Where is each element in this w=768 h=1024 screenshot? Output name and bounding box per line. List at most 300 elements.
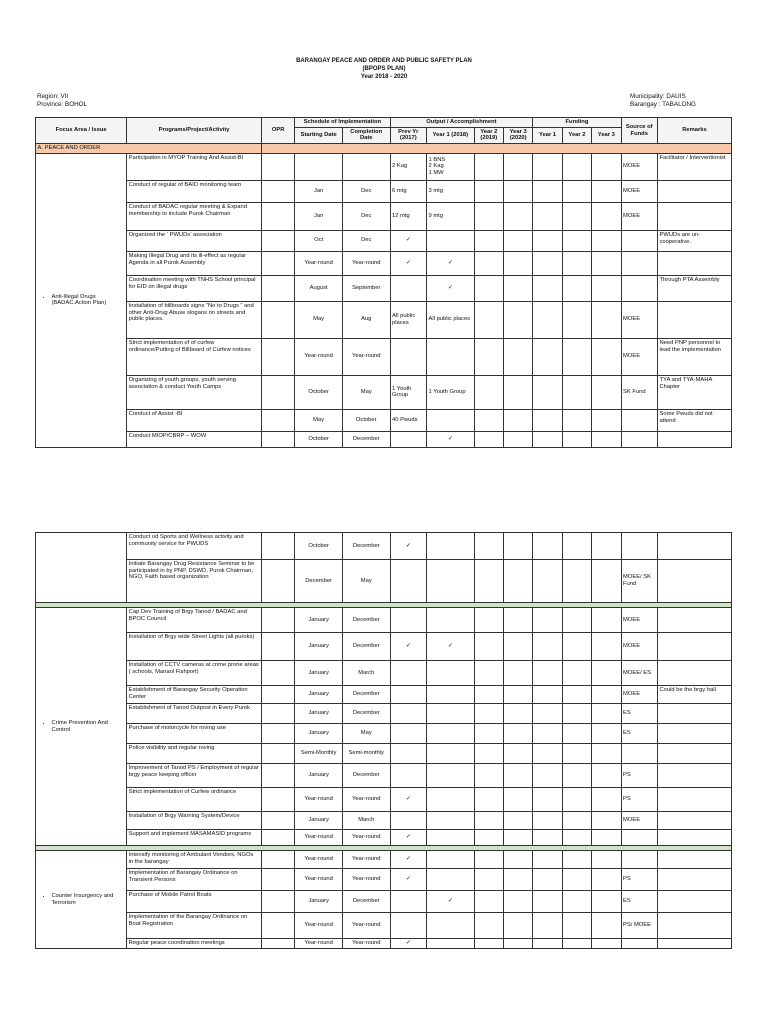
fund-year-1-cell xyxy=(533,633,562,661)
year-3-cell xyxy=(504,704,533,724)
table-row xyxy=(36,301,732,338)
table-row xyxy=(36,533,732,560)
completion-date-cell: Year-round xyxy=(342,788,390,812)
year-3-cell xyxy=(504,788,533,812)
prev-year-cell: ✓ xyxy=(390,633,426,661)
remarks-cell xyxy=(657,913,731,939)
fund-year-1-cell xyxy=(533,230,562,251)
col-completion: Completion Date xyxy=(342,127,390,143)
opr-cell xyxy=(261,560,294,603)
year-3-cell xyxy=(504,409,533,431)
start-date-cell: Oct xyxy=(295,230,343,251)
year-3-cell xyxy=(504,851,533,869)
source-of-funds-cell xyxy=(621,830,657,846)
year-2-cell xyxy=(474,560,503,603)
plan-table-page-2 xyxy=(35,532,732,949)
plan-subtitle: (BPOPS PLAN) xyxy=(362,66,406,72)
fund-year-1-cell xyxy=(533,812,562,830)
opr-cell xyxy=(261,431,294,447)
fund-year-2-cell xyxy=(562,275,591,301)
source-of-funds-cell xyxy=(621,851,657,869)
year-2-cell xyxy=(474,704,503,724)
year-3-cell xyxy=(504,533,533,560)
remarks-cell xyxy=(657,891,731,913)
year-1-cell xyxy=(427,744,475,764)
table-row xyxy=(36,409,732,431)
opr-cell xyxy=(261,533,294,560)
opr-cell xyxy=(261,338,294,375)
source-of-funds-cell: MOEE xyxy=(621,180,657,202)
start-date-cell: Year-round xyxy=(295,788,343,812)
start-date-cell: October xyxy=(295,431,343,447)
fund-year-3-cell xyxy=(592,939,621,949)
prev-year-cell: ✓ xyxy=(390,869,426,891)
col-fund-year-1: Year 1 xyxy=(533,127,562,143)
opr-cell xyxy=(261,830,294,846)
year-1-cell xyxy=(427,939,475,949)
fund-year-2-cell xyxy=(562,338,591,375)
prev-year-cell xyxy=(390,913,426,939)
remarks-cell xyxy=(657,764,731,788)
opr-cell xyxy=(261,764,294,788)
source-of-funds-cell xyxy=(621,431,657,447)
opr-cell xyxy=(261,375,294,409)
activity-cell: Installation of Brgy Warning System/Device xyxy=(127,812,262,830)
year-1-cell xyxy=(427,533,475,560)
prev-year-cell xyxy=(390,338,426,375)
prev-year-cell: 2 Kag xyxy=(390,153,426,180)
fund-year-3-cell xyxy=(592,830,621,846)
completion-date-cell: December xyxy=(342,891,390,913)
source-of-funds-cell: PS xyxy=(621,869,657,891)
opr-cell xyxy=(261,230,294,251)
col-year-2: Year 2 (2019) xyxy=(474,127,503,143)
year-1-cell: ✓ xyxy=(427,891,475,913)
table-row xyxy=(36,180,732,202)
plan-years: Year 2018 - 2020 xyxy=(360,74,408,80)
year-1-cell xyxy=(427,851,475,869)
fund-year-2-cell xyxy=(562,744,591,764)
year-2-cell xyxy=(474,409,503,431)
completion-date-cell: Dec xyxy=(342,230,390,251)
year-2-cell xyxy=(474,851,503,869)
fund-year-3-cell xyxy=(592,202,621,230)
completion-date-cell: May xyxy=(342,560,390,603)
region-label: Region: VII xyxy=(37,93,69,100)
col-year-1: Year 1 (2018) xyxy=(427,127,475,143)
activity-cell: Installation of Brgy wide Street Lights (all puroks) xyxy=(127,633,262,661)
start-date-cell: August xyxy=(295,275,343,301)
fund-year-2-cell xyxy=(562,764,591,788)
fund-year-3-cell xyxy=(592,375,621,409)
year-2-cell xyxy=(474,939,503,949)
activity-cell: Organizing of youth groups, youth serving association & conduct Youth Camps xyxy=(127,375,262,409)
fund-year-2-cell xyxy=(562,153,591,180)
remarks-cell xyxy=(657,851,731,869)
fund-year-3-cell xyxy=(592,230,621,251)
source-of-funds-cell xyxy=(621,251,657,275)
fund-year-1-cell xyxy=(533,275,562,301)
source-of-funds-cell: PS/ MOEE xyxy=(621,913,657,939)
source-of-funds-cell: ES xyxy=(621,704,657,724)
fund-year-1-cell xyxy=(533,301,562,338)
prev-year-cell xyxy=(390,275,426,301)
fund-year-2-cell xyxy=(562,869,591,891)
activity-cell: Implementation of Barangay Ordinance on Transient Persons xyxy=(127,869,262,891)
prev-year-cell: ✓ xyxy=(390,230,426,251)
remarks-cell xyxy=(657,533,731,560)
source-of-funds-cell xyxy=(621,230,657,251)
start-date-cell: Year-round xyxy=(295,251,343,275)
col-prev-yr: Prev Yr (2017) xyxy=(390,127,426,143)
start-date-cell: May xyxy=(295,409,343,431)
year-3-cell xyxy=(504,830,533,846)
year-3-cell xyxy=(504,939,533,949)
start-date-cell: January xyxy=(295,633,343,661)
completion-date-cell: Year-round xyxy=(342,869,390,891)
fund-year-1-cell xyxy=(533,686,562,704)
year-1-cell xyxy=(427,724,475,744)
remarks-cell xyxy=(657,560,731,603)
completion-date-cell: May xyxy=(342,724,390,744)
fund-year-1-cell xyxy=(533,560,562,603)
year-3-cell xyxy=(504,230,533,251)
prev-year-cell: 1 Youth Group xyxy=(390,375,426,409)
year-2-cell xyxy=(474,686,503,704)
year-3-cell xyxy=(504,275,533,301)
fund-year-2-cell xyxy=(562,375,591,409)
col-funding: Funding xyxy=(533,118,621,128)
opr-cell xyxy=(261,913,294,939)
source-of-funds-cell xyxy=(621,744,657,764)
opr-cell xyxy=(261,704,294,724)
year-1-cell xyxy=(427,764,475,788)
completion-date-cell: Year-round xyxy=(342,939,390,949)
start-date-cell: Year-round xyxy=(295,869,343,891)
year-1-cell xyxy=(427,812,475,830)
opr-cell xyxy=(261,851,294,869)
remarks-cell: PWUDs are un-cooperative. xyxy=(657,230,731,251)
start-date-cell: January xyxy=(295,704,343,724)
plan-title: BARANGAY PEACE AND ORDER AND PUBLIC SAFETY PLAN xyxy=(296,58,472,64)
opr-cell xyxy=(261,686,294,704)
year-1-cell: 9 mtg xyxy=(427,202,475,230)
remarks-cell xyxy=(657,939,731,949)
fund-year-1-cell xyxy=(533,744,562,764)
activity-cell: Installation of CCTV cameras at crime prone areas ( schools, Manaol Fishport) xyxy=(127,661,262,686)
table-row xyxy=(36,744,732,764)
start-date-cell: Jan xyxy=(295,202,343,230)
source-of-funds-cell: MOEE xyxy=(621,202,657,230)
barangay-label: Barangay : TABALONG xyxy=(630,101,696,108)
fund-year-3-cell xyxy=(592,869,621,891)
opr-cell xyxy=(261,608,294,633)
fund-year-1-cell xyxy=(533,913,562,939)
source-of-funds-cell: MOEE xyxy=(621,338,657,375)
prev-year-cell xyxy=(390,560,426,603)
prev-year-cell: 6 mtg xyxy=(390,180,426,202)
source-of-funds-cell: SK Fund xyxy=(621,375,657,409)
fund-year-1-cell xyxy=(533,939,562,949)
completion-date-cell: December xyxy=(342,533,390,560)
col-fund-year-2: Year 2 xyxy=(562,127,591,143)
prev-year-cell: ✓ xyxy=(390,939,426,949)
year-3-cell xyxy=(504,891,533,913)
fund-year-3-cell xyxy=(592,338,621,375)
fund-year-3-cell xyxy=(592,608,621,633)
opr-cell xyxy=(261,812,294,830)
activity-cell: Improvement of Tanod PS / Employment of regular brgy peace keeping officer xyxy=(127,764,262,788)
activity-cell: Conduct of BADAC regular meeting & Expand membership to include Purok Chairman xyxy=(127,202,262,230)
fund-year-2-cell xyxy=(562,533,591,560)
year-2-cell xyxy=(474,661,503,686)
prev-year-cell: ✓ xyxy=(390,830,426,846)
completion-date-cell: December xyxy=(342,686,390,704)
activity-cell: Intensify monitoring of Ambulant Vendors, NGOs in the barangay xyxy=(127,851,262,869)
fund-year-3-cell xyxy=(592,275,621,301)
section-peace-and-order: A. PEACE AND ORDER xyxy=(36,144,262,154)
col-programs: Programs/Project/Activity xyxy=(127,118,262,144)
year-3-cell xyxy=(504,633,533,661)
completion-date-cell: May xyxy=(342,375,390,409)
fund-year-3-cell xyxy=(592,633,621,661)
activity-cell: Strict implementation of Curfew ordinance xyxy=(127,788,262,812)
year-2-cell xyxy=(474,338,503,375)
opr-cell xyxy=(261,275,294,301)
opr-cell xyxy=(261,661,294,686)
table-row xyxy=(36,724,732,744)
activity-cell: Initiate Barangay Drug Resistance Seminar to be participated in by PNP, DSWD, Purok Chairman, NGO, Faith based organization xyxy=(127,560,262,603)
completion-date-cell xyxy=(342,153,390,180)
year-2-cell xyxy=(474,202,503,230)
activity-cell: Conduct od Sports and Wellness activity and community service for PWUDS xyxy=(127,533,262,560)
completion-date-cell: Year-round xyxy=(342,338,390,375)
table-row xyxy=(36,202,732,230)
source-of-funds-cell: MOEE xyxy=(621,301,657,338)
remarks-cell xyxy=(657,744,731,764)
table-row xyxy=(36,661,732,686)
table-row xyxy=(36,869,732,891)
source-of-funds-cell: PS xyxy=(621,764,657,788)
completion-date-cell: Year-round xyxy=(342,251,390,275)
source-of-funds-cell: PS xyxy=(621,788,657,812)
fund-year-3-cell xyxy=(592,431,621,447)
fund-year-3-cell xyxy=(592,704,621,724)
fund-year-3-cell xyxy=(592,560,621,603)
year-2-cell xyxy=(474,812,503,830)
fund-year-3-cell xyxy=(592,180,621,202)
year-2-cell xyxy=(474,891,503,913)
completion-date-cell: December xyxy=(342,704,390,724)
year-1-cell xyxy=(427,686,475,704)
start-date-cell xyxy=(295,153,343,180)
year-1-cell xyxy=(427,830,475,846)
opr-cell xyxy=(261,180,294,202)
activity-cell: Organized the ‘ PWUDs’ association xyxy=(127,230,262,251)
fund-year-1-cell xyxy=(533,153,562,180)
year-3-cell xyxy=(504,608,533,633)
col-year-3: Year 3 (2020) xyxy=(504,127,533,143)
prev-year-cell xyxy=(390,891,426,913)
completion-date-cell: Year-round xyxy=(342,851,390,869)
fund-year-3-cell xyxy=(592,764,621,788)
year-3-cell xyxy=(504,560,533,603)
activity-cell: Support and implement MASAMASID programs xyxy=(127,830,262,846)
year-1-cell xyxy=(427,608,475,633)
fund-year-2-cell xyxy=(562,724,591,744)
year-2-cell xyxy=(474,633,503,661)
source-of-funds-cell: MOEE xyxy=(621,633,657,661)
year-1-cell: All public places xyxy=(427,301,475,338)
fund-year-3-cell xyxy=(592,724,621,744)
fund-year-3-cell xyxy=(592,153,621,180)
remarks-cell xyxy=(657,724,731,744)
remarks-cell xyxy=(657,180,731,202)
fund-year-1-cell xyxy=(533,851,562,869)
prev-year-cell: ✓ xyxy=(390,851,426,869)
fund-year-1-cell xyxy=(533,338,562,375)
start-date-cell: Year-round xyxy=(295,939,343,949)
year-1-cell xyxy=(427,788,475,812)
fund-year-2-cell xyxy=(562,409,591,431)
col-start: Starting Date xyxy=(295,127,343,143)
start-date-cell: October xyxy=(295,375,343,409)
start-date-cell: January xyxy=(295,812,343,830)
table-row xyxy=(36,891,732,913)
start-date-cell: Year-round xyxy=(295,913,343,939)
focus-area-label: • Crime Prevention And Control xyxy=(52,720,125,733)
completion-date-cell: March xyxy=(342,661,390,686)
table-row xyxy=(36,939,732,949)
fund-year-3-cell xyxy=(592,301,621,338)
activity-cell: Coordination meeting with TNHS School principal for EID on illegal drugs xyxy=(127,275,262,301)
source-of-funds-cell: MOEE xyxy=(621,812,657,830)
activity-cell: Establishment of Barangay Security Operation Center xyxy=(127,686,262,704)
fund-year-2-cell xyxy=(562,788,591,812)
year-1-cell: ✓ xyxy=(427,633,475,661)
start-date-cell: January xyxy=(295,764,343,788)
fund-year-1-cell xyxy=(533,202,562,230)
activity-cell: Regular peace coordination meetings xyxy=(127,939,262,949)
remarks-cell xyxy=(657,788,731,812)
table-row xyxy=(36,251,732,275)
remarks-cell xyxy=(657,869,731,891)
source-of-funds-cell: MOEE xyxy=(621,153,657,180)
year-1-cell: ✓ xyxy=(427,431,475,447)
source-of-funds-cell: ES xyxy=(621,891,657,913)
start-date-cell: January xyxy=(295,724,343,744)
opr-cell xyxy=(261,633,294,661)
fund-year-1-cell xyxy=(533,608,562,633)
opr-cell xyxy=(261,869,294,891)
remarks-cell: Through PTA Assembly xyxy=(657,275,731,301)
table-row xyxy=(36,812,732,830)
activity-cell: Purchase of motorcycle for roving use xyxy=(127,724,262,744)
activity-cell: Participation in MYOP Training And Assist-BI xyxy=(127,153,262,180)
year-1-cell: ✓ xyxy=(427,275,475,301)
fund-year-2-cell xyxy=(562,686,591,704)
year-1-cell xyxy=(427,913,475,939)
source-of-funds-cell: MOEE xyxy=(621,608,657,633)
remarks-cell xyxy=(657,830,731,846)
fund-year-3-cell xyxy=(592,788,621,812)
fund-year-1-cell xyxy=(533,180,562,202)
table-row xyxy=(36,608,732,633)
completion-date-cell: September xyxy=(342,275,390,301)
start-date-cell: Year-round xyxy=(295,851,343,869)
year-2-cell xyxy=(474,724,503,744)
fund-year-3-cell xyxy=(592,913,621,939)
year-3-cell xyxy=(504,869,533,891)
prev-year-cell xyxy=(390,744,426,764)
municipality-label: Municipality: DAUIS xyxy=(630,93,686,100)
year-2-cell xyxy=(474,180,503,202)
fund-year-2-cell xyxy=(562,704,591,724)
year-3-cell xyxy=(504,301,533,338)
activity-cell: Installation of billboards signs “No to Drugs ” and other Anti-Drug Abuse slogans on streets and public places. xyxy=(127,301,262,338)
activity-cell: Making Illegal Drug and its ill-effect as regular Agenda in all Purok Assembly xyxy=(127,251,262,275)
prev-year-cell: All public places xyxy=(390,301,426,338)
remarks-cell: TYA and TYA-MAHA Chapter xyxy=(657,375,731,409)
remarks-cell: Some Pwuds did not attend xyxy=(657,409,731,431)
fund-year-2-cell xyxy=(562,431,591,447)
prev-year-cell xyxy=(390,686,426,704)
col-fund-year-3: Year 3 xyxy=(592,127,621,143)
fund-year-1-cell xyxy=(533,533,562,560)
opr-cell xyxy=(261,891,294,913)
completion-date-cell: March xyxy=(342,812,390,830)
col-schedule: Schedule of Implementation xyxy=(295,118,390,128)
year-1-cell: 1 Youth Group xyxy=(427,375,475,409)
year-2-cell xyxy=(474,230,503,251)
fund-year-3-cell xyxy=(592,744,621,764)
activity-cell: Conduct of regular of BAID monitoring team xyxy=(127,180,262,202)
start-date-cell: January xyxy=(295,661,343,686)
source-of-funds-cell: MOEE/ ES xyxy=(621,661,657,686)
fund-year-2-cell xyxy=(562,939,591,949)
year-2-cell xyxy=(474,913,503,939)
fund-year-2-cell xyxy=(562,891,591,913)
fund-year-2-cell xyxy=(562,661,591,686)
start-date-cell: Year-round xyxy=(295,830,343,846)
fund-year-1-cell xyxy=(533,704,562,724)
year-2-cell xyxy=(474,533,503,560)
prev-year-cell xyxy=(390,724,426,744)
prev-year-cell xyxy=(390,764,426,788)
opr-cell xyxy=(261,153,294,180)
fund-year-2-cell xyxy=(562,812,591,830)
fund-year-2-cell xyxy=(562,913,591,939)
year-3-cell xyxy=(504,375,533,409)
activity-cell: Conduct of Assist -BI xyxy=(127,409,262,431)
col-opr: OPR xyxy=(261,118,294,144)
prev-year-cell: ✓ xyxy=(390,251,426,275)
year-2-cell xyxy=(474,301,503,338)
fund-year-2-cell xyxy=(562,202,591,230)
completion-date-cell: December xyxy=(342,431,390,447)
fund-year-1-cell xyxy=(533,891,562,913)
prev-year-cell xyxy=(390,608,426,633)
fund-year-2-cell xyxy=(562,301,591,338)
year-1-cell xyxy=(427,338,475,375)
fund-year-3-cell xyxy=(592,409,621,431)
year-3-cell xyxy=(504,724,533,744)
table-row xyxy=(36,633,732,661)
start-date-cell: January xyxy=(295,608,343,633)
year-1-cell xyxy=(427,869,475,891)
start-date-cell: January xyxy=(295,686,343,704)
start-date-cell: October xyxy=(295,533,343,560)
